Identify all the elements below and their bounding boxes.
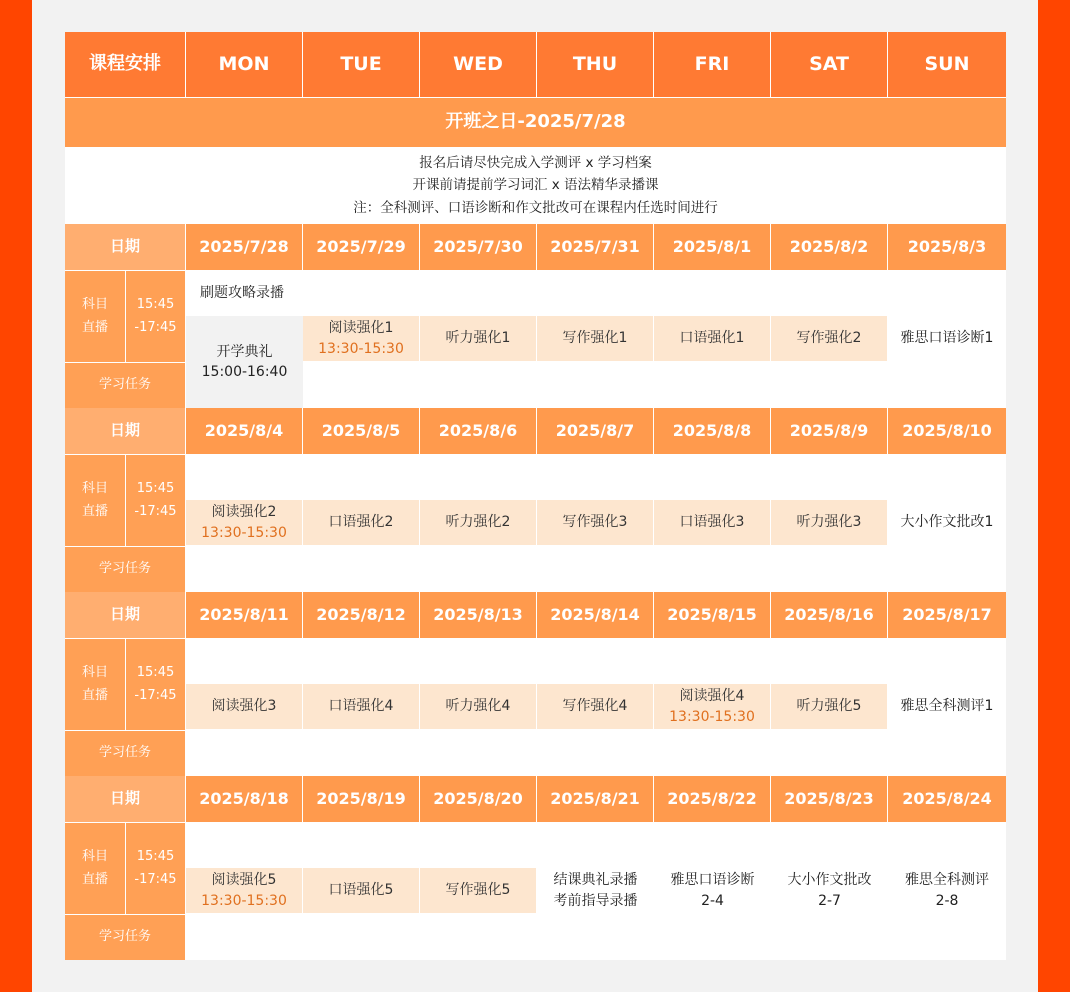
date-cell: 2025/8/8 xyxy=(654,408,771,454)
course-cell: 雅思全科测评1 xyxy=(900,698,994,715)
live-time-start: 15:45 xyxy=(136,849,175,865)
date-cell: 2025/8/23 xyxy=(771,776,888,822)
course-time: 13:30-15:30 xyxy=(201,892,287,909)
course-time: 13:30-15:30 xyxy=(201,524,287,541)
course-line: 结课典礼录播 xyxy=(553,872,638,889)
course-cell: 听力强化1 xyxy=(420,316,537,361)
date-cell: 2025/8/18 xyxy=(186,776,303,822)
live-time-start: 15:45 xyxy=(136,481,175,497)
date-cell: 2025/8/17 xyxy=(888,592,1006,638)
date-cell: 2025/7/28 xyxy=(186,224,303,270)
course-name: 阅读强化4 xyxy=(679,688,745,705)
date-row-label: 日期 xyxy=(65,408,186,454)
notes-block xyxy=(65,147,1006,224)
course-cell: 口语强化5 xyxy=(303,868,420,913)
date-row-label: 日期 xyxy=(65,592,186,638)
date-cell: 2025/8/15 xyxy=(654,592,771,638)
live-label: 直播 xyxy=(81,319,108,335)
course-line: 雅思口语诊断 xyxy=(670,872,755,889)
course-line: 2-8 xyxy=(935,892,959,909)
live-time-label xyxy=(126,270,186,362)
course-cell xyxy=(654,868,771,913)
day-header-mon: MON xyxy=(186,32,303,98)
course-line: 雅思全科测评 xyxy=(905,872,989,889)
date-cell: 2025/7/29 xyxy=(303,224,420,270)
subject-label: 科目 xyxy=(81,481,108,497)
live-time-start: 15:45 xyxy=(136,665,175,681)
subject-live-label xyxy=(65,270,126,362)
course-cell: 写作强化3 xyxy=(537,500,654,545)
live-label: 直播 xyxy=(81,687,108,703)
date-cell: 2025/8/7 xyxy=(537,408,654,454)
course-name: 阅读强化2 xyxy=(211,504,277,521)
course-line: 2-4 xyxy=(701,892,724,909)
live-label: 直播 xyxy=(81,503,108,519)
course-cell: 听力强化4 xyxy=(420,684,537,729)
date-row-label: 日期 xyxy=(65,224,186,270)
live-time-end: -17:45 xyxy=(134,319,177,335)
live-label: 直播 xyxy=(81,871,108,887)
subject-label: 科目 xyxy=(81,665,108,681)
course-cell xyxy=(654,684,771,729)
course-name: 阅读强化5 xyxy=(211,872,277,889)
schedule-table xyxy=(65,32,1006,960)
live-time-end: -17:45 xyxy=(134,871,177,887)
day-header-tue: TUE xyxy=(303,32,420,98)
recording-note: 刷题攻略录播 xyxy=(200,284,284,301)
schedule-title: 课程安排 xyxy=(65,32,186,98)
date-cell: 2025/8/5 xyxy=(303,408,420,454)
course-cell xyxy=(186,500,303,545)
day-header-fri: FRI xyxy=(654,32,771,98)
date-cell: 2025/8/16 xyxy=(771,592,888,638)
study-task-label: 学习任务 xyxy=(65,730,186,776)
right-accent-bar xyxy=(1038,0,1070,992)
course-cell: 写作强化2 xyxy=(771,316,888,361)
start-date-banner: 开班之日-2025/7/28 xyxy=(65,98,1006,147)
course-cell: 口语强化1 xyxy=(654,316,771,361)
subject-live-label xyxy=(65,454,126,546)
date-cell: 2025/8/22 xyxy=(654,776,771,822)
date-cell: 2025/7/31 xyxy=(537,224,654,270)
course-name: 阅读强化1 xyxy=(328,320,394,337)
course-line: 大小作文批改 xyxy=(787,872,872,889)
course-name: 开学典礼 xyxy=(216,343,273,360)
course-cell: 听力强化5 xyxy=(771,684,888,729)
day-header-thu: THU xyxy=(537,32,654,98)
date-cell: 2025/8/19 xyxy=(303,776,420,822)
date-cell: 2025/8/2 xyxy=(771,224,888,270)
live-time-label xyxy=(126,638,186,730)
course-time: 13:30-15:30 xyxy=(669,708,755,725)
date-cell: 2025/8/6 xyxy=(420,408,537,454)
course-cell: 口语强化4 xyxy=(303,684,420,729)
subject-live-label xyxy=(65,638,126,730)
course-cell xyxy=(303,316,420,361)
course-cell: 听力强化3 xyxy=(771,500,888,545)
course-cell: 雅思口语诊断1 xyxy=(900,330,994,347)
live-time-end: -17:45 xyxy=(134,687,177,703)
note-line: 开课前请提前学习词汇 x 语法精华录播课 xyxy=(412,177,659,194)
note-line: 注：全科测评、口语诊断和作文批改可在课程内任选时间进行 xyxy=(353,199,718,216)
study-task-label: 学习任务 xyxy=(65,362,186,408)
course-cell xyxy=(888,868,1006,913)
date-cell: 2025/8/24 xyxy=(888,776,1006,822)
date-cell: 2025/8/3 xyxy=(888,224,1006,270)
course-cell: 写作强化4 xyxy=(537,684,654,729)
day-header-sat: SAT xyxy=(771,32,888,98)
date-cell: 2025/8/9 xyxy=(771,408,888,454)
left-accent-bar xyxy=(0,0,32,992)
date-cell: 2025/8/13 xyxy=(420,592,537,638)
subject-label: 科目 xyxy=(81,297,108,313)
live-time-label xyxy=(126,822,186,914)
date-cell: 2025/8/20 xyxy=(420,776,537,822)
day-header-sun: SUN xyxy=(888,32,1006,98)
date-cell: 2025/8/11 xyxy=(186,592,303,638)
live-time-label xyxy=(126,454,186,546)
date-cell: 2025/7/30 xyxy=(420,224,537,270)
course-time: 13:30-15:30 xyxy=(318,340,404,357)
day-header-wed: WED xyxy=(420,32,537,98)
course-cell: 大小作文批改1 xyxy=(900,514,994,531)
date-cell: 2025/8/21 xyxy=(537,776,654,822)
course-cell: 阅读强化3 xyxy=(186,684,303,729)
date-row-label: 日期 xyxy=(65,776,186,822)
note-line: 报名后请尽快完成入学测评 x 学习档案 xyxy=(419,155,652,172)
course-cell: 口语强化3 xyxy=(654,500,771,545)
course-time: 15:00-16:40 xyxy=(201,364,288,380)
course-cell xyxy=(186,868,303,913)
course-cell xyxy=(186,316,303,408)
course-cell: 听力强化2 xyxy=(420,500,537,545)
date-cell: 2025/8/1 xyxy=(654,224,771,270)
course-line: 2-7 xyxy=(818,892,841,909)
subject-label: 科目 xyxy=(81,849,108,865)
subject-live-label xyxy=(65,822,126,914)
course-cell xyxy=(537,868,654,913)
study-task-label: 学习任务 xyxy=(65,546,186,592)
live-time-end: -17:45 xyxy=(134,503,177,519)
date-cell: 2025/8/10 xyxy=(888,408,1006,454)
course-line: 考前指导录播 xyxy=(553,892,638,909)
course-cell xyxy=(771,868,888,913)
course-cell: 口语强化2 xyxy=(303,500,420,545)
date-cell: 2025/8/4 xyxy=(186,408,303,454)
course-cell: 写作强化5 xyxy=(420,868,537,913)
study-task-label: 学习任务 xyxy=(65,914,186,960)
course-cell: 写作强化1 xyxy=(537,316,654,361)
live-time-start: 15:45 xyxy=(136,297,175,313)
date-cell: 2025/8/14 xyxy=(537,592,654,638)
date-cell: 2025/8/12 xyxy=(303,592,420,638)
